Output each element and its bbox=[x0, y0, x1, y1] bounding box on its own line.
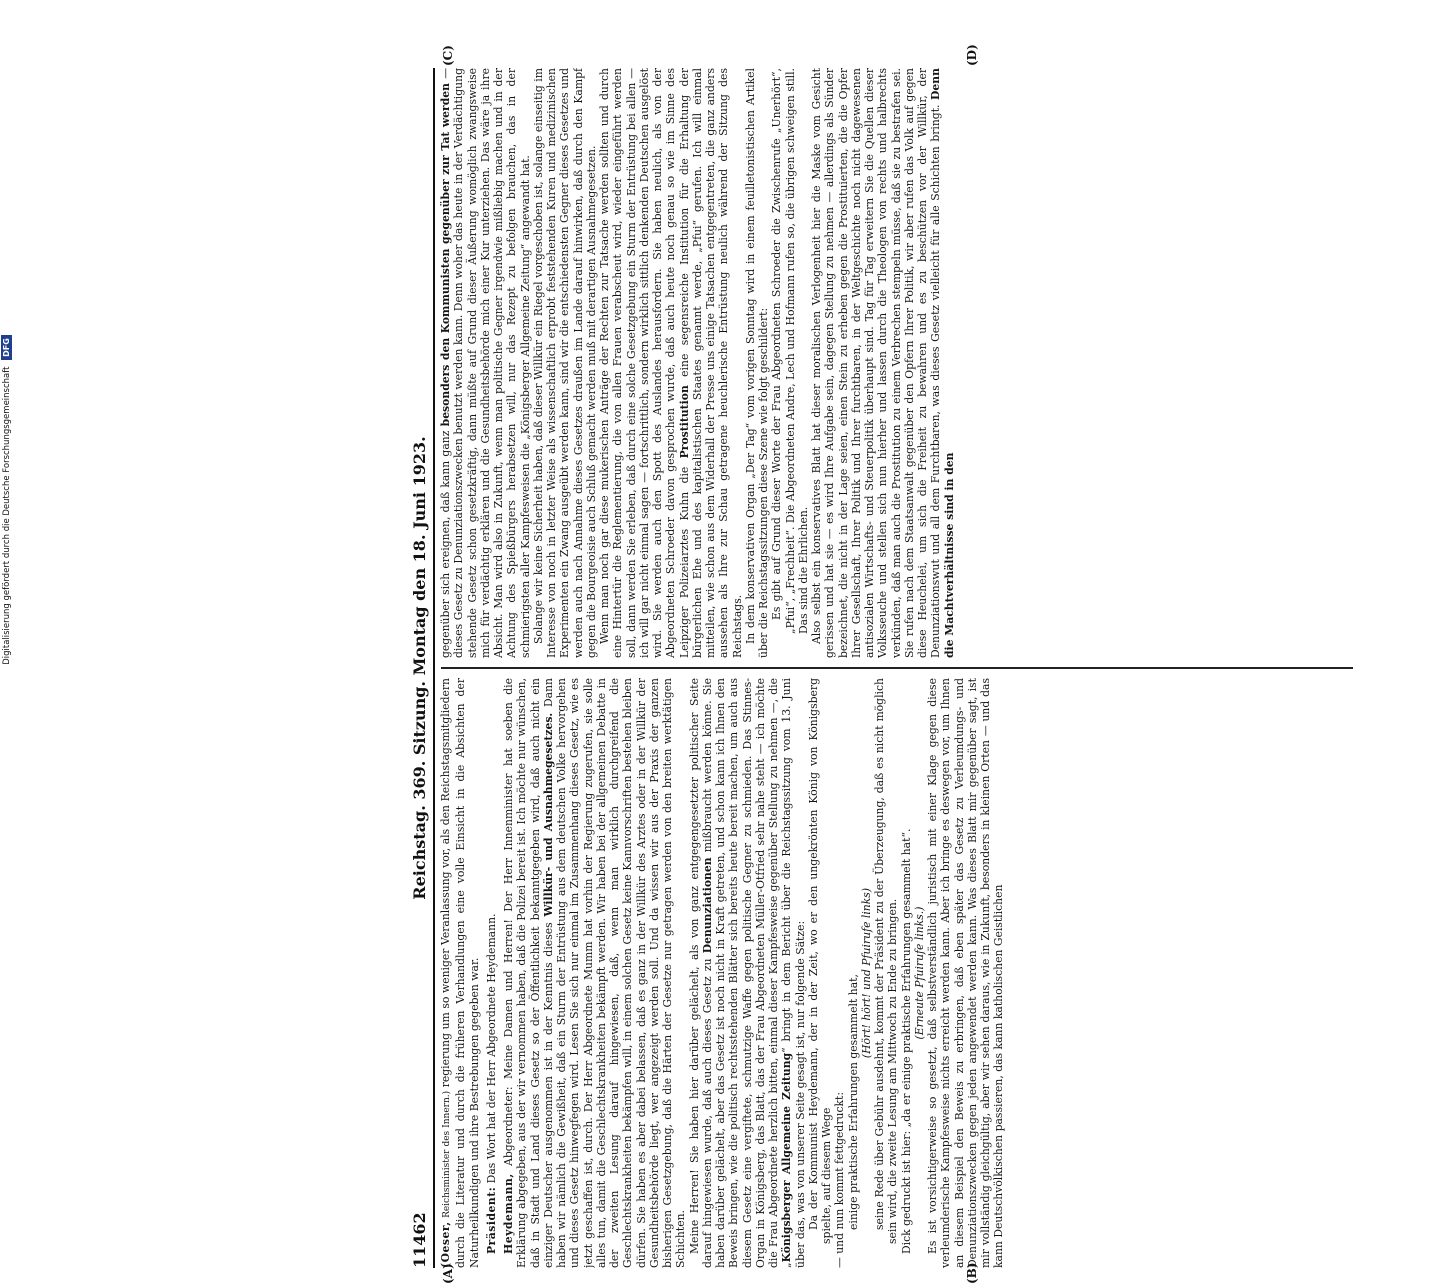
quoted-text: — und nun kommt fettgedruckt: bbox=[833, 1091, 847, 1268]
paragraph: Es ist vorsichtigerweise so gesetzt, daß selbstverständlich juristisch mit einer Klage gegen diese verleumderische Kampfesweise nichts erreicht werden kann. Aber ich bringe es deswegen vor, um Ihnen an diesem Beispiel den Beweis zu erbringen, daß eben später das Gesetz zu Verleumdungs- und Denunziationszwecken gegen jeden angewendet werden kann. Was dieses Blatt mir gegenüber sagt, ist mir vollständig gleichgültig, aber wir sehen daraus, wie in Zukunft, besonders in kleinen Orten — und das kann Deutschvölkischen passieren, das kann katholischen Geistlichen bbox=[926, 678, 1006, 1268]
right-column bbox=[439, 68, 1354, 658]
emphasis-text: Willkür- und Ausnahmegesetzes. bbox=[541, 712, 555, 917]
paragraph-text: “ bringt in dem Bericht über die Reichstagssitzung vom 13. Juni über das, was von unserer Seite gesagt ist, nur folgende Sätze: bbox=[780, 678, 807, 1268]
quoted-text: seine Rede über Gebühr ausdehnt, kommt der Präsident zu der Überzeugung, daß es nicht möglich sein wird, die zweite Lesung am Mittwoch zu Ende zu bringen. bbox=[873, 678, 900, 1244]
page-header bbox=[409, 68, 435, 1268]
margin-marker-c: (C) bbox=[441, 45, 455, 66]
paragraph-text: Dann haben wir nämlich die Gewißheit, daß ein Sturm der Entrüstung aus dem deutschen Volke hervorgehen und dieses Gesetz hinwegfegen wird. Lesen Sie sich nur einmal im Zusammenhang dieses Gesetz, wie es jetzt geschaffen ist, durch. Der Herr Abgeordnete Mumm hat vorhin der Regierung zugerufen, sie solle alles tun, damit die Geschlechtskrankheiten bekämpft werden. Wir haben bei der allgemeinen Debatte in der zweiten Lesung darauf hingewiesen, daß, wenn man wirklich durchgreifend die Geschlechtskrankheiten bekämpfen will, in einem solchen Gesetz keine Kannvorschriften bestehen bleiben dürfen. Sie haben es aber dabei belassen, daß es ganz in der Willkür des Arztes oder in der Willkür der Gesundheitsbehörde liegt, wer angezeigt werden soll. Und da wissen wir aus der Praxis der ganzen bisherigen Gesetzgebung, daß die Härten der Gesetze nur getragen werden von den breiten werktätigen Schichten. bbox=[541, 678, 688, 1268]
left-column bbox=[439, 678, 1354, 1268]
paragraph bbox=[439, 678, 481, 1268]
digitization-credit bbox=[0, 0, 14, 1000]
margin-marker-b: (B) bbox=[965, 1262, 979, 1284]
paragraph-text: eine segensreiche Institution für die Erhaltung der bürgerlichen Ehe und des kapitalistischen Staates genannt werde, „Pfui“ gerufen. Ich will einmal mitteilen, wie schon aus dem Widerhall der Presse uns einige Tatsachen entgegentreten, die ganz anders aussehen als Ihre zur Schau getragene heuchlerische Entrüstung neulich während der Sitzung des Reichstags. bbox=[677, 68, 744, 658]
paragraph-text: — dieses Gesetz zu Denunziationszwecken benutzt werden kann. Denn woher das heute in der Verdächtigung stehende Gesetz schon gesetzkräftig, dann müßte auf Grund dieser Äußerung womöglich zwangsweise mich für verdächtig erklären und die Gesundheitsbehörde mich einer Kur unterziehen. Das wäre ja ihre Absicht. Man wird also in Zukunft, wenn man politische Gegner irgendwie mißliebig machen und in der Achtung des Spießbürgers herabsetzen will, nur das Rezept zu befolgen brauchen, das in der schmierigsten aller Kampfesweisen die „Königsberger Allgemeine Zeitung“ angewandt hat. bbox=[439, 68, 532, 658]
paragraph-text: mißbraucht werden könne. Sie haben darüber gelächelt, aber das Gesetz ist noch nicht in Kraft getreten, und schon kann ich Ihnen den Beweis bringen, wie die politisch rechtsstehenden Blätter sich bereits heute bereit machen, um auch aus diesem Gesetz eine vergiftete, schmutzige Waffe gegen politische Gegner zu schmieden. Das Stinnes-Organ in Königsberg, das Blatt, das der Frau Abgeordneten Müller-Otfried sehr nahe steht — ich möchte die Frau Abgeordnete herzlich bitten, einmal dieser Kampfesweise gegenüber Stellung zu nehmen —, die „ bbox=[700, 678, 794, 1268]
quoted-text: einige praktische Erfahrungen gesammelt hat, bbox=[846, 974, 860, 1230]
paragraph: Solange wir keine Sicherheit haben, daß dieser Willkür ein Riegel vorgeschoben ist, solange einseitig im Interesse von noch in letzter Weise als wissenschaftlich erprobt feststehenden Kuren und medizinischen Experimenten ein Zwang ausgeübt werden kann, sind wir die entschiedensten Gegner dieses Gesetzes und werden auch nach Annahme dieses Gesetzes draußen im Lande darauf hinwirken, daß durch den Kampf gegen die Bourgeoisie auch Schluß gemacht werden muß mit derartigen Ausnahmegesetzen. bbox=[531, 68, 598, 658]
column-divider bbox=[441, 668, 1353, 670]
scanned-page bbox=[405, 44, 1360, 1288]
margin-marker-a: (A) bbox=[441, 1263, 455, 1284]
emphasis-text: Denn die Machtverhältnisse sind in den bbox=[929, 68, 956, 658]
paragraph-text: Das Wort hat der Herr Abgeordnete Heydemann. bbox=[484, 913, 498, 1184]
speaker-role: Reichsminister des Innern.) bbox=[442, 1090, 452, 1218]
stage-direction: (Hört! hört! und Pfuirufe links) bbox=[859, 887, 873, 1059]
paragraph-text: Also selbst ein konservatives Blatt hat dieser moralischen Verlogenheit hier die Maske vom Gesicht gerissen und hat sie — es wird Ihre Aufgabe sein, dagegen Stellung zu nehmen — allerdings als Sünder bezeichnet, die nicht in der Lage seien, einen Stein zu erheben gegen die Prostituierten, die die Opfer Ihrer Gesellschaft, Ihrer Politik und Ihrer furchtbaren, in der Weltgeschichte noch nicht dagewesenen antisozialen Wirtschafts- und Steuerpolitik überhaupt sind. Tag für Tag erweitern Sie die Quellen dieser Volksseuche und stellen sich nun hierher und lassen durch die Theologen von rechts und halbrechts verkünden, daß man auch die Prostitution zu einem Verbrechen stempeln müsse, daß sie zu bestrafen sei. Sie rufen nach dem Staatsanwalt gegenüber den Opfern Ihrer Politik, wir aber rufen das Volk auf gegen diese Heuchelei, um sich die Freiheit zu bewahren und es zu beschützen vor der Willkür, der Denunziationswut und all dem Furchtbaren, was dieses Gesetz vielleicht für alle Schichten bringt. bbox=[810, 68, 943, 658]
paragraph: Dick gedruckt ist hier: „da er einige praktische Erfahrungen gesammelt hat“. bbox=[899, 828, 913, 1254]
emphasis-text: Denunziationen bbox=[700, 857, 714, 954]
emphasis-text: besonders den Kommunisten gegenüber zur Tat werden bbox=[439, 83, 452, 427]
newspaper-title: Königsberger Allgemeine Zeitung bbox=[780, 1052, 794, 1263]
paragraph bbox=[598, 68, 744, 658]
speaker-name: Präsident: bbox=[484, 1186, 498, 1254]
paragraph bbox=[502, 678, 688, 1268]
paragraph bbox=[810, 68, 956, 658]
speaker-role: Abgeordneter: bbox=[502, 1086, 515, 1166]
paragraph-text: Meine Herren! Sie haben hier darüber gelächelt, als von ganz entgegengesetzter politischer Seite darauf hingewiesen wurde, daß auch dieses Gesetz zu bbox=[687, 678, 714, 1268]
quoted-text: Da der Kommunist Heydemann, der in der Zeit, wo er den ungekrönten König von Königsberg spielte, auf diesem Wege bbox=[806, 678, 833, 1244]
paragraph bbox=[485, 678, 498, 1268]
paragraph-text: Wenn man noch gar diese mukerischen Anträge der Rechten zur Tatsache werden sollten und durch eine Hintertür die Reglementierung, die von allen Frauen verabscheut wird, wieder eingeführt werden soll, dann werden Sie erleben, daß durch eine solche Gesetzgebung ein Sturm der Entrüstung bei allen — ich will gar nicht einmal sagen — fortschrittlich, sondern wirklich sittlich denkenden Deutschen ausgelöst wird. Sie werden auch den Spott des Auslandes herausfordern. Sie haben neulich, als von der Abgeordneten Schroeder davon gesprochen wurde, daß auch heute noch genau so wie im Sinne des Leipziger Polizeiarztes Kuhn die bbox=[598, 68, 691, 658]
page-number: 11462 bbox=[410, 1212, 429, 1268]
margin-marker-d: (D) bbox=[965, 44, 979, 66]
paragraph-text: Meine Damen und Herren! Der Herr Innenminister hat soeben die Erklärung abgegeben, aus der wir vernommen haben, daß die Polizei bereit ist. Ich möchte nur wünschen, daß in Stadt und Land dieses Gesetz so der Öffentlichkeit bekanntgegeben wird, daß auch nicht ein einziger Deutscher ausgenommen ist in der Kenntnis dieses bbox=[502, 678, 555, 1268]
emphasis-text: Prostitution bbox=[677, 385, 691, 459]
stage-direction: (Erneute Pfuirufe links.) bbox=[912, 906, 926, 1040]
page-frame bbox=[405, 44, 1360, 1288]
paragraph bbox=[439, 68, 532, 658]
dfg-logo-icon: DFG bbox=[1, 335, 12, 360]
credit-text: Digitalisierung gefördert durch die Deutsche Forschungsgemeinschaft bbox=[2, 366, 12, 665]
speaker-name: Heydemann, bbox=[502, 1173, 515, 1254]
paragraph-text: regierung um so weniger Veranlassung vor, als den Reichstagsmitgliedern durch die Literatur und durch die früheren Verhandlungen eine volle Einsicht in die Absichten der Naturheilkundigen und ihre Bestrebungen gegeben war. bbox=[439, 678, 481, 1268]
quoted-text: Es gibt auf Grund dieser Worte der Frau Abgeordneten Schroeder die Zwischenrufe „Unerhört“, „Pfui“, „Frechheit“. Die Abgeordneten Andre, Lech und Hofmann rufen so, die übrigen schweigen still. Das sind die Ehrlichen. bbox=[770, 68, 810, 634]
paragraph bbox=[688, 678, 807, 1268]
speaker-name: (Oeser, bbox=[439, 1221, 452, 1268]
paragraph: In dem konservativen Organ „Der Tag“ vom vorigen Sonntag wird in einem feuilletonistischen Artikel über die Reichstagssitzungen diese Szene wie folgt geschildert: bbox=[743, 68, 770, 658]
header-title: Reichstag. 369. Sitzung. Montag den 18. Juni 1923. bbox=[410, 436, 429, 900]
paragraph-text: gegenüber sich ereignen, daß kann ganz bbox=[439, 430, 452, 658]
